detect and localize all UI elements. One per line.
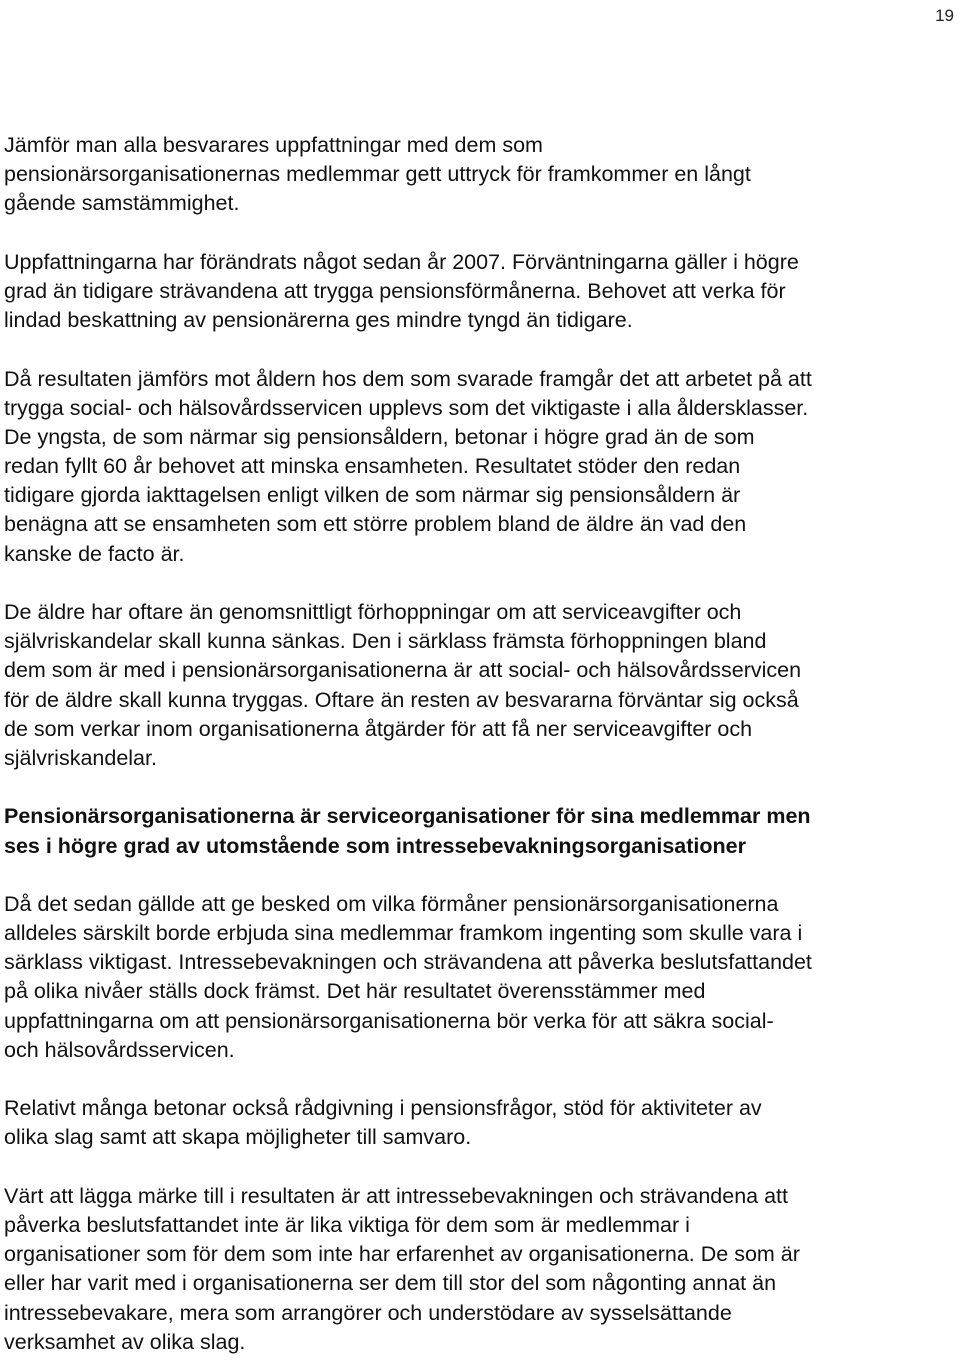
paragraph-2 <box>4 248 960 336</box>
text-line: Då det sedan gällde att ge besked om vilka förmåner pensionärsorganisationerna <box>4 891 779 916</box>
paragraph-spacer <box>4 1065 960 1094</box>
page-number: 19 <box>935 6 954 25</box>
text-line: särklass viktigast. Intressebevakningen och strävandena att påverka beslutsfattandet <box>4 950 812 975</box>
text-line: uppfattningarna om att pensionärsorganisationerna bör verka för att säkra social- <box>4 1008 774 1033</box>
text-line: alldeles särskilt borde erbjuda sina medlemmar framkom ingenting som skulle vara i <box>4 921 803 946</box>
paragraph-4 <box>4 598 960 773</box>
text-line: De äldre har oftare än genomsnittligt förhoppningar om att serviceavgifter och <box>4 600 742 624</box>
paragraph-6 <box>4 1094 960 1152</box>
text-line: Värt att lägga märke till i resultaten är att intressebevakningen och strävandena att <box>4 1183 788 1208</box>
text-line: självriskandelar. <box>4 745 157 770</box>
text-line: och hälsovårdsservicen. <box>4 1037 235 1062</box>
text-line: de som verkar inom organisationerna åtgärder för att få ner serviceavgifter och <box>4 716 753 741</box>
text-line: lindad beskattning av pensionärerna ges mindre tyngd än tidigare. <box>4 308 633 333</box>
text-line: Uppfattningarna har förändrats något sedan år 2007. Förväntningarna gäller i högre <box>4 249 799 274</box>
text-line: Då resultaten jämförs mot åldern hos dem som svarade framgår det att arbetet på att <box>4 366 812 391</box>
text-line: dem som är med i pensionärsorganisationerna är att social- och hälsovårdsservicen <box>4 658 802 683</box>
text-line: på olika nivåer ställs dock främst. Det här resultatet överensstämmer med <box>4 979 706 1004</box>
text-line: tidigare gjorda iakttagelsen enligt vilken de som närmar sig pensionsåldern är <box>4 483 741 508</box>
heading-line: Pensionärsorganisationerna är serviceorganisationer för sina medlemmar men <box>4 804 811 829</box>
heading-line: ses i högre grad av utomstående som intressebevakningsorganisationer <box>4 833 746 858</box>
text-line: verksamhet av olika slag. <box>4 1329 246 1354</box>
section-heading <box>4 802 960 860</box>
paragraph-spacer <box>4 1153 960 1182</box>
text-line: gående samstämmighet. <box>4 191 240 216</box>
text-line: benägna att se ensamheten som ett större problem bland de äldre än vad den <box>4 512 747 537</box>
paragraph-spacer <box>4 861 960 890</box>
text-line: påverka beslutsfattandet inte är lika viktiga för dem som är medlemmar i <box>4 1212 690 1237</box>
paragraph-3 <box>4 365 960 569</box>
text-line: organisationer som för dem som inte har erfarenhet av organisationerna. De som är <box>4 1242 800 1267</box>
paragraph-7 <box>4 1182 960 1357</box>
text-line: eller har varit med i organisationerna ser dem till stor del som någonting annat än <box>4 1271 777 1296</box>
paragraph-spacer <box>4 219 960 248</box>
paragraph-spacer <box>4 773 960 802</box>
paragraph-spacer <box>4 335 960 364</box>
text-line: redan fyllt 60 år behovet att minska ensamheten. Resultatet stöder den redan <box>4 454 741 479</box>
text-line: trygga social- och hälsovårdsservicen upplevs som det viktigaste i alla åldersklasser. <box>4 395 809 420</box>
paragraph-5 <box>4 890 960 1065</box>
text-line: självriskandelar skall kunna sänkas. Den i särklass främsta förhoppningen bland <box>4 629 767 654</box>
text-line: intressebevakare, mera som arrangörer och understödare av sysselsättande <box>4 1300 732 1325</box>
text-line: grad än tidigare strävandena att trygga pensionsförmånerna. Behovet att verka för <box>4 278 786 303</box>
text-line: Relativt många betonar också rådgivning i pensionsfrågor, stöd för aktiviteter av <box>4 1096 762 1121</box>
text-line: olika slag samt att skapa möjligheter till samvaro. <box>4 1125 472 1150</box>
document-body <box>4 131 960 1357</box>
text-line: kanske de facto är. <box>4 541 185 566</box>
paragraph-1 <box>4 131 960 219</box>
text-line: De yngsta, de som närmar sig pensionsåldern, betonar i högre grad än de som <box>4 424 755 449</box>
paragraph-spacer <box>4 569 960 598</box>
text-line: för de äldre skall kunna tryggas. Oftare än resten av besvararna förväntar sig också <box>4 687 799 712</box>
text-line: pensionärsorganisationernas medlemmar gett uttryck för framkommer en långt <box>4 162 751 187</box>
text-line: Jämför man alla besvarares uppfattningar med dem som <box>4 133 543 157</box>
